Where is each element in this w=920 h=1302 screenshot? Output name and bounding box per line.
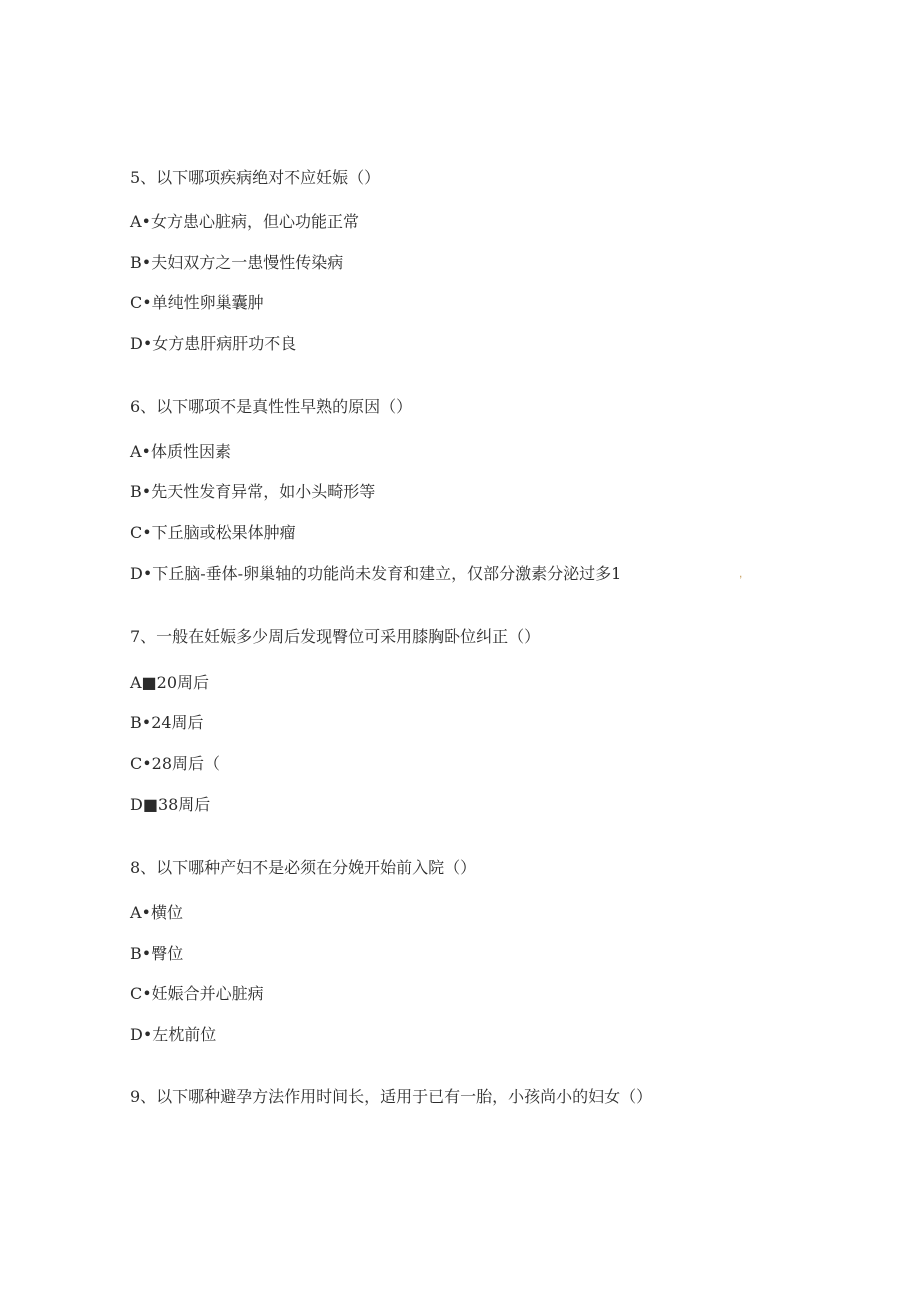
question-6-option-c: C•下丘脑或松果体肿瘤 [130,523,296,542]
question-6-title: 6、以下哪项不是真性性早熟的原因（） [130,397,413,416]
question-8-option-d: D•左枕前位 [130,1025,217,1044]
question-8-option-a: A•横位 [130,903,183,922]
question-7-option-d: D■38周后 [130,795,211,814]
question-6-option-a: A•体质性因素 [130,442,231,461]
stray-mark: , [739,566,743,580]
question-6-option-b: B•先天性发育异常，如小头畸形等 [130,482,376,501]
question-8-title: 8、以下哪种产妇不是必须在分娩开始前入院（） [130,858,477,877]
question-5-option-d: D•女方患肝病肝功不良 [130,334,297,353]
question-8-option-c: C•妊娠合并心脏病 [130,984,264,1003]
question-5-option-a: A•女方患心脏病，但心功能正常 [130,212,359,231]
question-7-title: 7、一般在妊娠多少周后发现臀位可采用膝胸卧位纠正（） [130,627,541,646]
question-8-option-b: B•臀位 [130,944,184,963]
question-5-option-c: C•单纯性卵巢囊肿 [130,293,264,312]
question-5-option-b: B•夫妇双方之一患慢性传染病 [130,253,344,272]
question-7-option-c: C•28周后（ [130,754,221,773]
question-6-option-d: D•下丘脑-垂体-卵巢轴的功能尚未发育和建立，仅部分激素分泌过多1 [130,564,622,583]
question-7-option-a: A■20周后 [130,673,210,692]
question-5-title: 5、以下哪项疾病绝对不应妊娠（） [130,168,381,187]
question-7-option-b: B•24周后 [130,713,204,732]
question-9-title: 9、以下哪种避孕方法作用时间长，适用于已有一胎，小孩尚小的妇女（） [130,1087,653,1106]
